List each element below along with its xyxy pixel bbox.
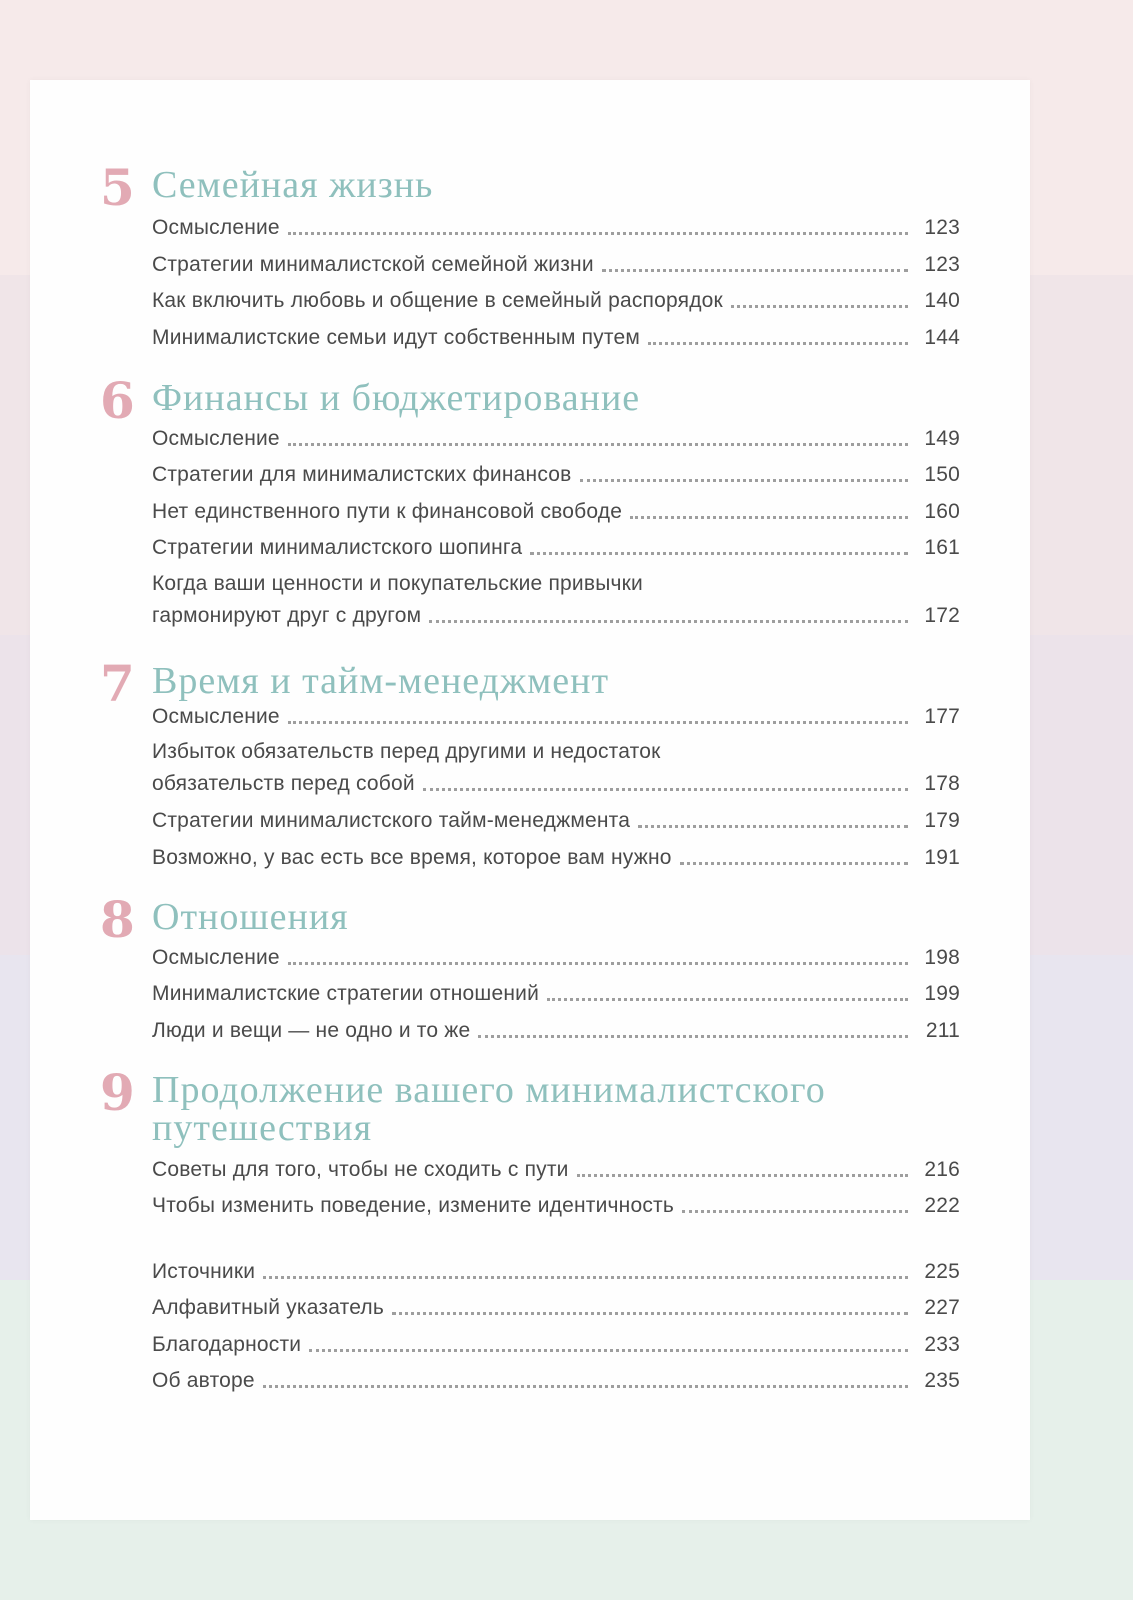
entry-page-number: 198 [924, 946, 960, 969]
toc-entry-sources[interactable] [152, 1258, 960, 1286]
toc-entry[interactable] [152, 570, 960, 632]
entry-title: Алфавитный указатель [152, 1296, 384, 1319]
entry-page-number: 178 [924, 772, 960, 795]
entry-title: Нет единственного пути к финансовой свободе [152, 500, 623, 523]
dot-leader [680, 856, 908, 865]
entry-page-number: 123 [924, 253, 960, 276]
dot-leader [429, 614, 908, 623]
toc-entry[interactable] [152, 324, 960, 352]
chapter-number: 6 [100, 371, 135, 430]
entry-page-number: 144 [924, 326, 960, 349]
toc-entry[interactable] [152, 287, 960, 315]
dot-leader [288, 715, 908, 724]
entry-title: Советы для того, чтобы не сходить с пути [152, 1158, 569, 1181]
chapter-title [152, 1071, 872, 1147]
toc-entry[interactable] [152, 1017, 960, 1045]
dot-leader [547, 992, 908, 1001]
entry-page-number: 191 [924, 846, 960, 869]
dot-leader [648, 336, 908, 345]
dot-leader [731, 299, 908, 308]
entry-title: Как включить любовь и общение в семейный распорядок [152, 289, 723, 312]
toc-entry[interactable] [152, 461, 960, 489]
dot-leader [530, 546, 908, 555]
entry-title: Источники [152, 1260, 256, 1283]
entry-title: Чтобы изменить поведение, измените идентичность [152, 1194, 674, 1217]
toc-entry[interactable] [152, 498, 960, 526]
entry-page-number: 225 [924, 1260, 960, 1283]
toc-entry[interactable] [152, 738, 960, 800]
entry-page-number: 222 [924, 1194, 960, 1217]
entry-page-number: 233 [924, 1333, 960, 1356]
chapter-title: Отношения [152, 896, 349, 938]
dot-leader [423, 782, 908, 791]
dot-leader [288, 956, 908, 965]
toc-entry[interactable] [152, 844, 960, 872]
toc-entry[interactable] [152, 534, 960, 562]
book-page [30, 80, 1030, 1520]
dot-leader [392, 1306, 908, 1315]
toc-entry[interactable] [152, 1192, 960, 1220]
dot-leader [478, 1029, 908, 1038]
entry-title: Стратегии для минималистских финансов [152, 463, 572, 486]
entry-title: Стратегии минималистского тайм-менеджмента [152, 809, 631, 832]
entry-title: Осмысление [152, 427, 280, 450]
entry-title: Стратегии минималистского шопинга [152, 536, 523, 559]
dot-leader [682, 1204, 908, 1213]
dot-leader [602, 263, 908, 272]
toc-entry[interactable] [152, 703, 960, 731]
chapter-title-line2: путешествия [152, 1107, 373, 1149]
dot-leader [638, 819, 908, 828]
entry-title-line2: обязательств перед собой [152, 772, 415, 795]
entry-title: Возможно, у вас есть все время, которое вам нужно [152, 846, 672, 869]
chapter-number: 5 [100, 158, 135, 217]
chapter-number: 8 [100, 890, 135, 949]
entry-page-number: 123 [924, 216, 960, 239]
toc-entry[interactable] [152, 425, 960, 453]
dot-leader [263, 1379, 908, 1388]
toc-entry-acknowledgements[interactable] [152, 1331, 960, 1359]
entry-page-number: 160 [924, 500, 960, 523]
dot-leader [580, 473, 909, 482]
toc-entry[interactable] [152, 251, 960, 279]
entry-title: Минималистские семьи идут собственным путем [152, 326, 640, 349]
entry-title-line1: Когда ваши ценности и покупательские привычки [152, 572, 643, 595]
entry-page-number: 161 [924, 536, 960, 559]
toc-entry[interactable] [152, 980, 960, 1008]
entry-page-number: 199 [924, 982, 960, 1005]
entry-title: Осмысление [152, 705, 280, 728]
entry-title-line2: гармонируют друг с другом [152, 604, 422, 627]
entry-title: Минималистские стратегии отношений [152, 982, 539, 1005]
entry-title: Осмысление [152, 946, 280, 969]
chapter-title-line1: Продолжение вашего минималистского [152, 1069, 826, 1111]
entry-page-number: 216 [924, 1158, 960, 1181]
dot-leader [309, 1343, 908, 1352]
toc-entry[interactable] [152, 214, 960, 242]
entry-title: Стратегии минималистской семейной жизни [152, 253, 594, 276]
dot-leader [288, 437, 908, 446]
entry-page-number: 235 [924, 1369, 960, 1392]
entry-title: Благодарности [152, 1333, 302, 1356]
entry-page-number: 227 [924, 1296, 960, 1319]
entry-page-number: 179 [924, 809, 960, 832]
toc-entry-index[interactable] [152, 1294, 960, 1322]
chapter-number: 9 [100, 1063, 135, 1122]
dot-leader [577, 1168, 908, 1177]
entry-title: Об авторе [152, 1369, 255, 1392]
entry-page-number: 150 [924, 463, 960, 486]
chapter-title: Время и тайм-менеджмент [152, 660, 610, 702]
dot-leader [288, 226, 908, 235]
entry-title: Осмысление [152, 216, 280, 239]
toc-entry[interactable] [152, 807, 960, 835]
entry-page-number: 140 [924, 289, 960, 312]
chapter-number: 7 [100, 654, 135, 713]
toc-entry[interactable] [152, 1156, 960, 1184]
entry-title-line1: Избыток обязательств перед другими и недостаток [152, 740, 661, 763]
toc-entry-about-author[interactable] [152, 1367, 960, 1395]
entry-page-number: 172 [924, 604, 960, 627]
entry-page-number: 211 [925, 1019, 960, 1042]
entry-title: Люди и вещи — не одно и то же [152, 1019, 471, 1042]
chapter-title: Семейная жизнь [152, 164, 434, 206]
entry-page-number: 177 [924, 705, 960, 728]
chapter-title: Финансы и бюджетирование [152, 377, 641, 419]
toc-entry[interactable] [152, 944, 960, 972]
entry-page-number: 149 [924, 427, 960, 450]
dot-leader [263, 1270, 908, 1279]
dot-leader [630, 510, 908, 519]
